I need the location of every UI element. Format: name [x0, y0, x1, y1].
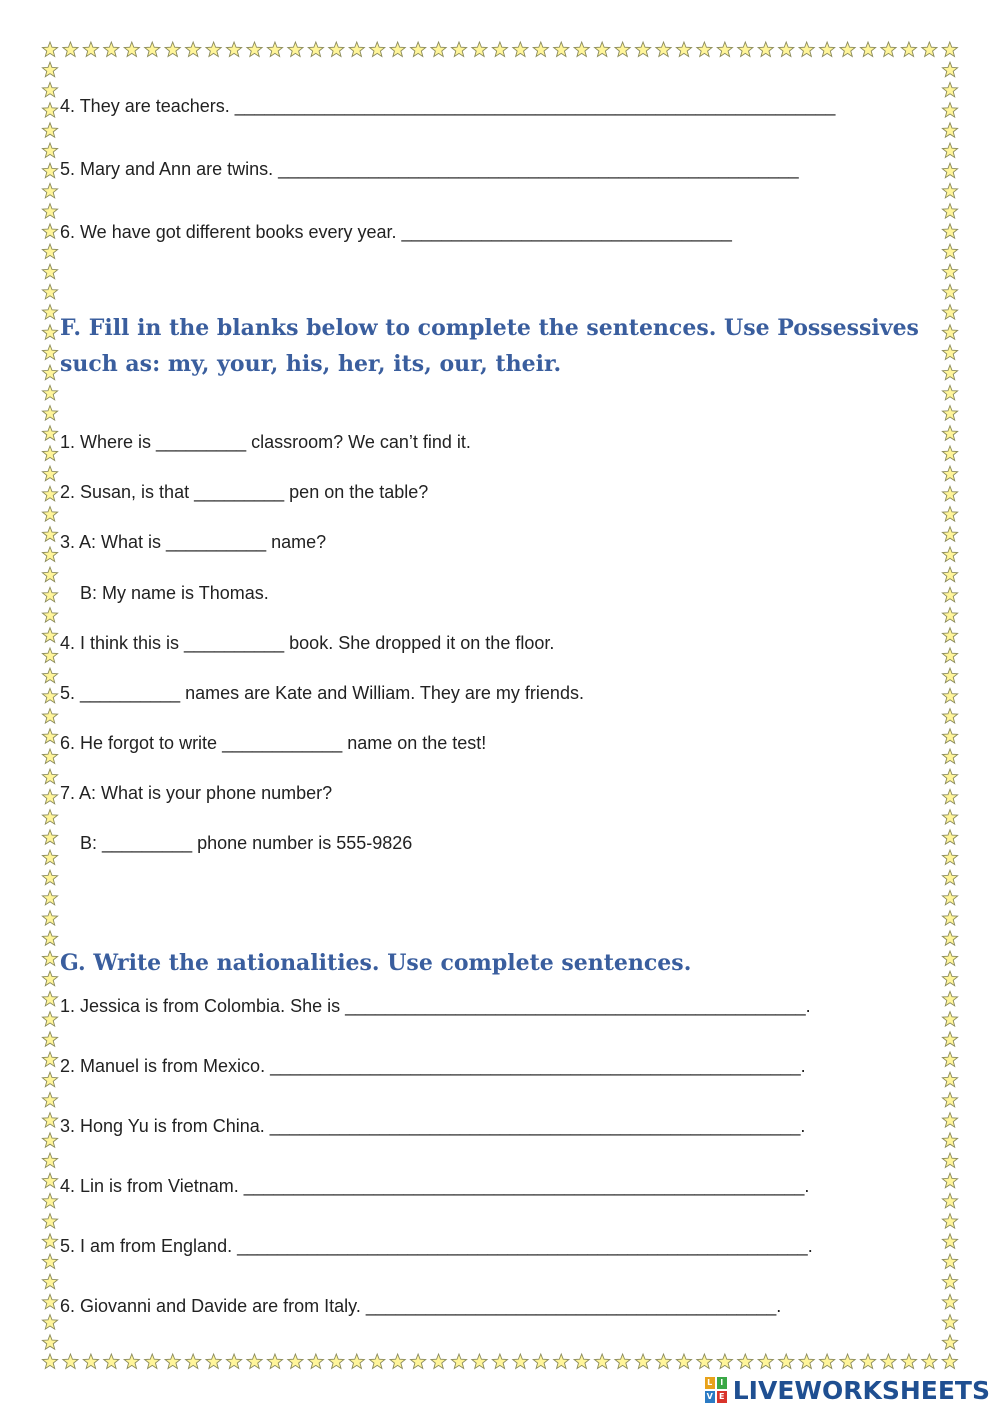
border-star-icon	[881, 1354, 896, 1368]
border-star-icon	[42, 567, 57, 581]
border-star-icon	[42, 406, 57, 420]
border-star-icon	[942, 1254, 957, 1268]
border-star-icon	[329, 1354, 344, 1368]
border-star-icon	[42, 608, 57, 622]
section-f-item-6: 6. He forgot to write ____________ name on the test!	[60, 733, 487, 753]
border-star-icon	[42, 62, 57, 76]
border-star-icon	[42, 345, 57, 359]
border-star-icon	[942, 587, 957, 601]
border-star-icon	[226, 42, 241, 56]
border-star-icon	[533, 42, 548, 56]
border-star-icon	[779, 42, 794, 56]
border-star-icon	[942, 244, 957, 258]
section-f-item-5: 5. __________ names are Kate and William. They are my friends.	[60, 683, 584, 703]
border-star-icon	[942, 688, 957, 702]
border-star-icon	[942, 385, 957, 399]
border-star-icon	[942, 426, 957, 440]
border-star-icon	[942, 1294, 957, 1308]
liveworksheets-brand[interactable]	[705, 1376, 990, 1405]
border-star-icon	[42, 163, 57, 177]
border-star-icon	[799, 42, 814, 56]
border-star-icon	[42, 648, 57, 662]
border-star-icon	[676, 1354, 691, 1368]
section-f-item-4: 4. I think this is __________ book. She dropped it on the floor.	[60, 633, 555, 653]
border-star-icon	[942, 284, 957, 298]
border-star-icon	[942, 850, 957, 864]
liveworksheets-text: LIVEWORKSHEETS	[732, 1376, 990, 1405]
border-star-icon	[942, 1153, 957, 1167]
section-g-heading: G. Write the nationalities. Use complete sentences.	[60, 950, 692, 976]
border-star-icon	[758, 42, 773, 56]
border-star-icon	[942, 951, 957, 965]
section-f-item-3b: B: My name is Thomas.	[60, 583, 269, 603]
border-star-icon	[329, 42, 344, 56]
border-star-icon	[42, 951, 57, 965]
border-star-icon	[697, 42, 712, 56]
border-star-icon	[717, 42, 732, 56]
section-g-item-4: 4. Lin is from Vietnam. ________________________________________________________.	[60, 1176, 810, 1196]
border-star-icon	[942, 446, 957, 460]
border-star-icon	[942, 527, 957, 541]
border-star-icon	[42, 123, 57, 137]
border-star-icon	[554, 1354, 569, 1368]
border-star-icon	[451, 1354, 466, 1368]
border-star-icon	[942, 1354, 957, 1368]
border-star-icon	[42, 931, 57, 945]
border-star-icon	[656, 1354, 671, 1368]
border-star-icon	[942, 62, 957, 76]
border-star-icon	[42, 1214, 57, 1228]
border-star-icon	[288, 1354, 303, 1368]
border-star-icon	[124, 1354, 139, 1368]
border-star-icon	[942, 325, 957, 339]
border-star-icon	[42, 1052, 57, 1066]
border-star-icon	[42, 769, 57, 783]
border-star-icon	[42, 850, 57, 864]
border-star-icon	[42, 284, 57, 298]
border-star-icon	[942, 971, 957, 985]
border-star-icon	[942, 345, 957, 359]
logo-letter-l: L	[705, 1377, 715, 1389]
border-star-icon	[206, 1354, 221, 1368]
border-star-icon	[942, 769, 957, 783]
border-star-icon	[942, 749, 957, 763]
border-star-icon	[42, 547, 57, 561]
border-star-icon	[942, 507, 957, 521]
border-star-icon	[860, 1354, 875, 1368]
section-e-item-6: 6. We have got different books every year. _________________________________	[60, 222, 732, 242]
border-star-icon	[42, 1153, 57, 1167]
border-star-icon	[799, 1354, 814, 1368]
section-f-item-3a: 3. A: What is __________ name?	[60, 532, 327, 552]
border-star-icon	[942, 1193, 957, 1207]
border-star-icon	[942, 810, 957, 824]
border-star-icon	[410, 1354, 425, 1368]
border-star-icon	[942, 729, 957, 743]
border-star-icon	[63, 1354, 78, 1368]
border-star-icon	[574, 1354, 589, 1368]
border-star-icon	[42, 830, 57, 844]
border-star-icon	[370, 42, 385, 56]
border-star-icon	[942, 42, 957, 56]
section-f-item-2: 2. Susan, is that _________ pen on the table?	[60, 482, 429, 502]
border-star-icon	[83, 1354, 98, 1368]
border-star-icon	[247, 42, 262, 56]
border-star-icon	[349, 42, 364, 56]
border-star-icon	[758, 1354, 773, 1368]
border-star-icon	[942, 486, 957, 500]
border-star-icon	[42, 991, 57, 1005]
border-star-icon	[42, 1072, 57, 1086]
border-star-icon	[942, 628, 957, 642]
border-star-icon	[513, 42, 528, 56]
border-star-icon	[635, 42, 650, 56]
border-star-icon	[42, 729, 57, 743]
border-star-icon	[390, 42, 405, 56]
border-star-icon	[42, 1193, 57, 1207]
border-star-icon	[349, 1354, 364, 1368]
border-star-icon	[942, 1234, 957, 1248]
border-star-icon	[42, 688, 57, 702]
border-star-icon	[63, 42, 78, 56]
logo-letter-v: V	[706, 1391, 713, 1401]
border-star-icon	[42, 527, 57, 541]
border-star-icon	[42, 628, 57, 642]
border-star-icon	[42, 183, 57, 197]
border-star-icon	[901, 42, 916, 56]
border-star-icon	[165, 1354, 180, 1368]
section-f-heading-line2: such as: my, your, his, her, its, our, their.	[60, 351, 562, 377]
border-star-icon	[42, 789, 57, 803]
border-star-icon	[942, 991, 957, 1005]
border-star-icon	[288, 42, 303, 56]
border-star-icon	[42, 1254, 57, 1268]
border-star-icon	[42, 587, 57, 601]
border-star-icon	[42, 42, 57, 56]
border-star-icon	[42, 365, 57, 379]
border-star-icon	[492, 1354, 507, 1368]
border-star-icon	[42, 1032, 57, 1046]
border-star-icon	[717, 1354, 732, 1368]
border-star-icon	[942, 830, 957, 844]
border-star-icon	[42, 224, 57, 238]
border-star-icon	[492, 42, 507, 56]
border-star-icon	[42, 325, 57, 339]
border-star-icon	[942, 1072, 957, 1086]
border-star-icon	[42, 244, 57, 258]
border-star-icon	[942, 567, 957, 581]
border-star-icon	[942, 224, 957, 238]
border-star-icon	[615, 42, 630, 56]
border-star-icon	[186, 42, 201, 56]
border-star-icon	[595, 1354, 610, 1368]
border-star-icon	[42, 426, 57, 440]
border-star-icon	[267, 42, 282, 56]
border-star-icon	[42, 1315, 57, 1329]
border-star-icon	[881, 42, 896, 56]
border-star-icon	[42, 1092, 57, 1106]
border-star-icon	[42, 1354, 57, 1368]
border-star-icon	[942, 1032, 957, 1046]
border-star-icon	[676, 42, 691, 56]
border-star-icon	[42, 486, 57, 500]
border-star-icon	[42, 810, 57, 824]
border-star-icon	[942, 365, 957, 379]
border-star-icon	[942, 204, 957, 218]
border-star-icon	[942, 1173, 957, 1187]
border-star-icon	[635, 1354, 650, 1368]
logo-letter-e: E	[717, 1391, 727, 1403]
border-star-icon	[942, 183, 957, 197]
section-f-item-1: 1. Where is _________ classroom? We can’t find it.	[60, 432, 471, 452]
border-star-icon	[42, 870, 57, 884]
border-star-icon	[451, 42, 466, 56]
border-star-icon	[410, 42, 425, 56]
border-star-icon	[819, 1354, 834, 1368]
border-star-icon	[42, 1274, 57, 1288]
border-star-icon	[738, 42, 753, 56]
border-star-icon	[42, 507, 57, 521]
border-star-icon	[860, 42, 875, 56]
border-star-icon	[42, 143, 57, 157]
border-star-icon	[472, 42, 487, 56]
border-star-icon	[922, 1354, 937, 1368]
border-star-icon	[104, 42, 119, 56]
border-star-icon	[942, 870, 957, 884]
border-star-icon	[942, 789, 957, 803]
border-star-icon	[840, 1354, 855, 1368]
section-f-item-7a: 7. A: What is your phone number?	[60, 783, 333, 803]
border-star-icon	[942, 1113, 957, 1127]
border-star-icon	[615, 1354, 630, 1368]
border-star-icon	[942, 406, 957, 420]
border-star-icon	[942, 1315, 957, 1329]
border-star-icon	[308, 1354, 323, 1368]
border-star-icon	[267, 1354, 282, 1368]
border-star-icon	[42, 466, 57, 480]
border-star-icon	[390, 1354, 405, 1368]
border-star-icon	[42, 82, 57, 96]
border-star-icon	[819, 42, 834, 56]
border-star-icon	[186, 1354, 201, 1368]
border-star-icon	[942, 547, 957, 561]
border-star-icon	[42, 1335, 57, 1349]
border-star-icon	[942, 143, 957, 157]
border-star-icon	[42, 305, 57, 319]
border-star-icon	[42, 1173, 57, 1187]
border-star-icon	[42, 668, 57, 682]
border-star-icon	[942, 103, 957, 117]
border-star-icon	[42, 1294, 57, 1308]
border-star-icon	[42, 264, 57, 278]
border-star-icon	[942, 264, 957, 278]
section-f-heading-line1: F. Fill in the blanks below to complete the sentences. Use Possessives	[60, 315, 919, 341]
border-star-icon	[942, 931, 957, 945]
border-star-icon	[738, 1354, 753, 1368]
border-star-icon	[942, 1274, 957, 1288]
border-star-icon	[308, 42, 323, 56]
border-star-icon	[942, 1012, 957, 1026]
border-star-icon	[942, 1133, 957, 1147]
border-star-icon	[922, 42, 937, 56]
logo-letter-i: I	[717, 1377, 727, 1389]
border-star-icon	[206, 42, 221, 56]
border-star-icon	[942, 608, 957, 622]
border-star-icon	[247, 1354, 262, 1368]
border-star-icon	[656, 42, 671, 56]
border-star-icon	[942, 82, 957, 96]
border-star-icon	[697, 1354, 712, 1368]
section-e-item-5: 5. Mary and Ann are twins. ____________________________________________________	[60, 159, 799, 179]
border-star-icon	[942, 466, 957, 480]
border-star-icon	[42, 204, 57, 218]
border-star-icon	[145, 42, 160, 56]
section-g-item-5: 5. I am from England. _________________________________________________________.	[60, 1236, 813, 1256]
border-star-icon	[942, 911, 957, 925]
border-star-icon	[513, 1354, 528, 1368]
section-g-item-6: 6. Giovanni and Davide are from Italy. _________________________________________.	[60, 1296, 782, 1316]
border-star-icon	[42, 911, 57, 925]
border-star-icon	[942, 648, 957, 662]
border-star-icon	[42, 1012, 57, 1026]
border-star-icon	[42, 971, 57, 985]
border-star-icon	[165, 42, 180, 56]
border-star-icon	[226, 1354, 241, 1368]
section-g-item-1: 1. Jessica is from Colombia. She is ______________________________________________.	[60, 996, 811, 1016]
border-star-icon	[42, 1133, 57, 1147]
border-star-icon	[42, 709, 57, 723]
section-f-item-7b: B: _________ phone number is 555-9826	[60, 833, 413, 853]
border-star-icon	[431, 42, 446, 56]
border-star-icon	[942, 890, 957, 904]
border-star-icon	[840, 42, 855, 56]
border-star-icon	[42, 890, 57, 904]
border-star-icon	[574, 42, 589, 56]
border-star-icon	[942, 163, 957, 177]
liveworksheets-logo-icon	[705, 1377, 729, 1405]
border-star-icon	[124, 42, 139, 56]
border-star-icon	[370, 1354, 385, 1368]
border-star-icon	[42, 749, 57, 763]
section-e-item-4: 4. They are teachers. ____________________________________________________________	[60, 96, 836, 116]
section-g-item-3: 3. Hong Yu is from China. _____________________________________________________.	[60, 1116, 806, 1136]
section-g-item-2: 2. Manuel is from Mexico. _____________________________________________________.	[60, 1056, 806, 1076]
border-star-icon	[942, 123, 957, 137]
border-star-icon	[595, 42, 610, 56]
border-star-icon	[942, 1052, 957, 1066]
border-star-icon	[83, 42, 98, 56]
border-star-icon	[942, 1335, 957, 1349]
border-star-icon	[42, 446, 57, 460]
border-star-icon	[42, 385, 57, 399]
border-star-icon	[901, 1354, 916, 1368]
border-star-icon	[431, 1354, 446, 1368]
border-star-icon	[942, 1214, 957, 1228]
border-star-icon	[533, 1354, 548, 1368]
border-star-icon	[942, 1092, 957, 1106]
border-star-icon	[942, 305, 957, 319]
border-star-icon	[42, 1234, 57, 1248]
border-star-icon	[554, 42, 569, 56]
border-star-icon	[472, 1354, 487, 1368]
border-star-icon	[942, 668, 957, 682]
border-star-icon	[42, 103, 57, 117]
border-star-icon	[42, 1113, 57, 1127]
border-star-icon	[942, 709, 957, 723]
border-star-icon	[779, 1354, 794, 1368]
border-star-icon	[104, 1354, 119, 1368]
border-star-icon	[145, 1354, 160, 1368]
